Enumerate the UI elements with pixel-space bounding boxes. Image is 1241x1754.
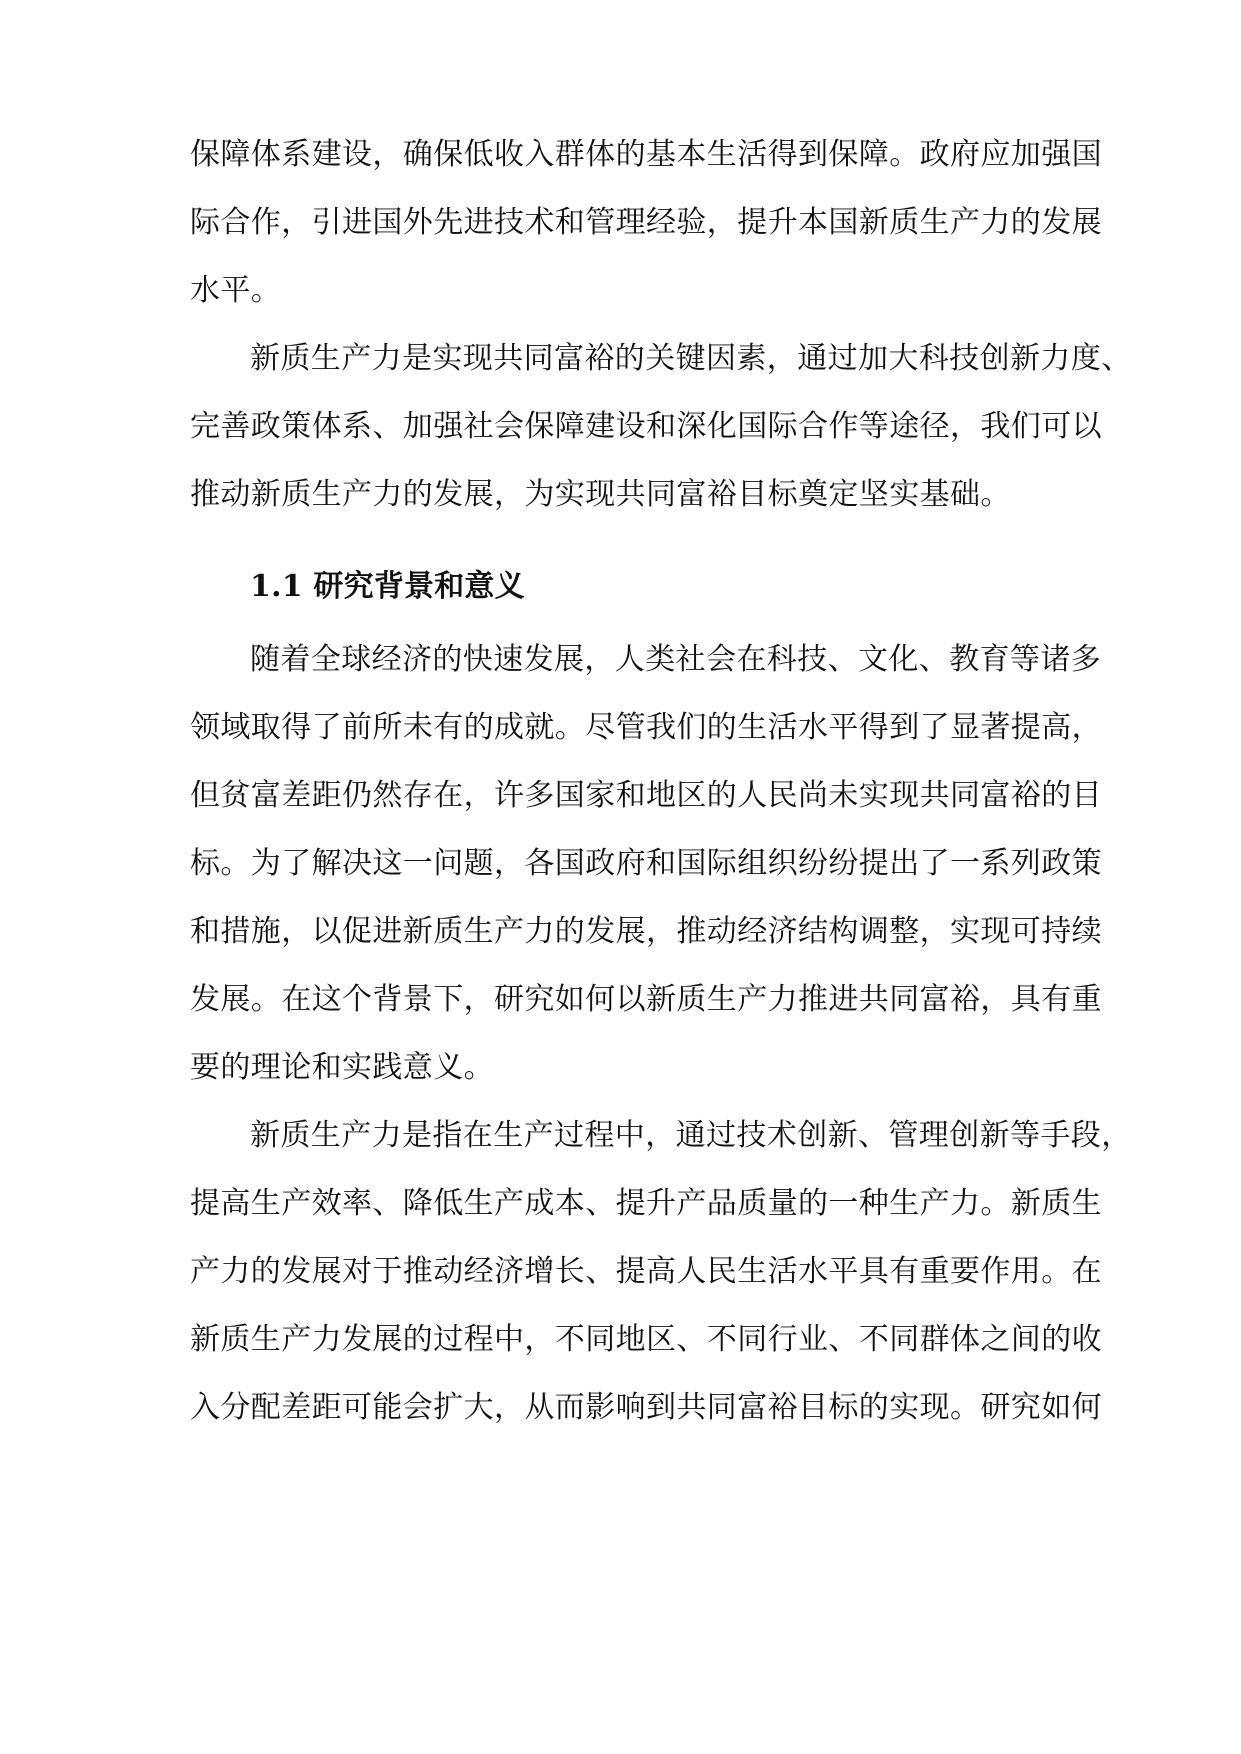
paragraph-line: 新质生产力是指在生产过程中，通过技术创新、管理创新等手段， [250,1118,1132,1153]
paragraph-line: 和措施，以促进新质生产力的发展，推动经济结构调整，实现可持续 [190,914,1102,949]
paragraph-line: 提高生产效率、降低生产成本、提升产品质量的一种生产力。新质生 [190,1186,1102,1221]
paragraph-line: 发展。在这个背景下，研究如何以新质生产力推进共同富裕，具有重 [190,982,1102,1017]
paragraph-line: 入分配差距可能会扩大，从而影响到共同富裕目标的实现。研究如何 [190,1390,1102,1425]
section-heading: 1.1 研究背景和意义 [250,569,525,604]
paragraph-line: 推动新质生产力的发展，为实现共同富裕目标奠定坚实基础。 [190,477,1011,512]
paragraph-line: 要的理论和实践意义。 [190,1050,494,1085]
paragraph-line: 新质生产力是实现共同富裕的关键因素，通过加大科技创新力度、 [250,341,1132,376]
paragraph-line: 完善政策体系、加强社会保障建设和深化国际合作等途径，我们可以 [190,409,1102,444]
paragraph-line: 新质生产力发展的过程中，不同地区、不同行业、不同群体之间的收 [190,1322,1102,1357]
paragraph-line: 领域取得了前所未有的成就。尽管我们的生活水平得到了显著提高， [190,710,1102,745]
paragraph-line: 但贫富差距仍然存在，许多国家和地区的人民尚未实现共同富裕的目 [190,778,1102,813]
paragraph-line: 产力的发展对于推动经济增长、提高人民生活水平具有重要作用。在 [190,1254,1102,1289]
paragraph-line: 保障体系建设，确保低收入群体的基本生活得到保障。政府应加强国 [190,137,1102,172]
paragraph-line: 水平。 [190,273,282,308]
paragraph-line: 际合作，引进国外先进技术和管理经验，提升本国新质生产力的发展 [190,205,1102,240]
paragraph-line: 标。为了解决这一问题，各国政府和国际组织纷纷提出了一系列政策 [190,846,1102,881]
paragraph-line: 随着全球经济的快速发展，人类社会在科技、文化、教育等诸多 [250,642,1102,677]
